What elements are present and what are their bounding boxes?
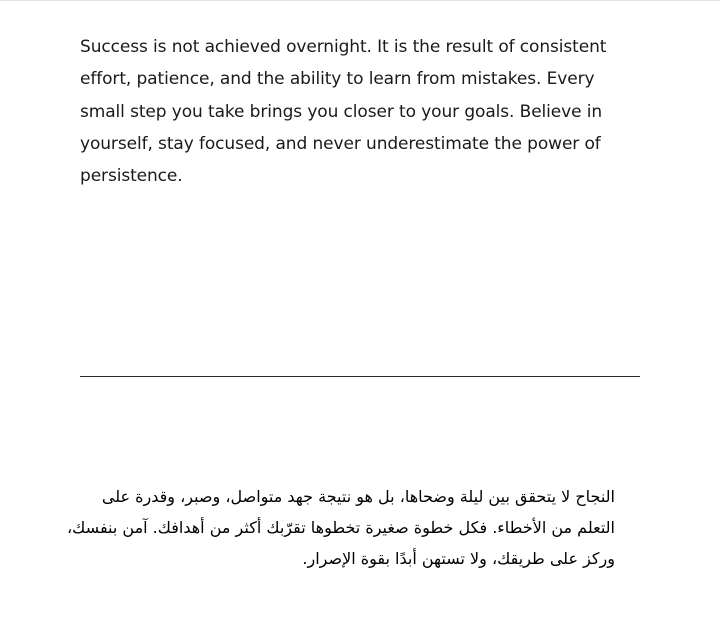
english-line: yourself, stay focused, and never underestimate the power of: [80, 133, 601, 154]
arabic-line: النجاح لا يتحقق بين ليلة وضحاها، بل هو نتيجة جهد متواصل، وصبر، وقدرة على: [101, 487, 615, 506]
english-line: persistence.: [80, 166, 183, 187]
english-line: small step you take brings you closer to your goals. Believe in: [80, 101, 603, 122]
english-line: effort, patience, and the ability to learn from mistakes. Every: [80, 69, 595, 90]
english-paragraph: [80, 31, 640, 192]
english-line: Success is not achieved overnight. It is the result of consistent: [80, 37, 607, 57]
arabic-paragraph: [67, 481, 615, 574]
horizontal-divider: [80, 376, 640, 377]
arabic-line: وركز على طريقك، ولا تستهن أبدًا بقوة الإصرار.: [302, 549, 615, 568]
page-top-edge: [0, 0, 720, 1]
arabic-line: التعلم من الأخطاء. فكل خطوة صغيرة تخطوها تقرّبك أكثر من أهدافك. آمن بنفسك،: [67, 518, 615, 537]
